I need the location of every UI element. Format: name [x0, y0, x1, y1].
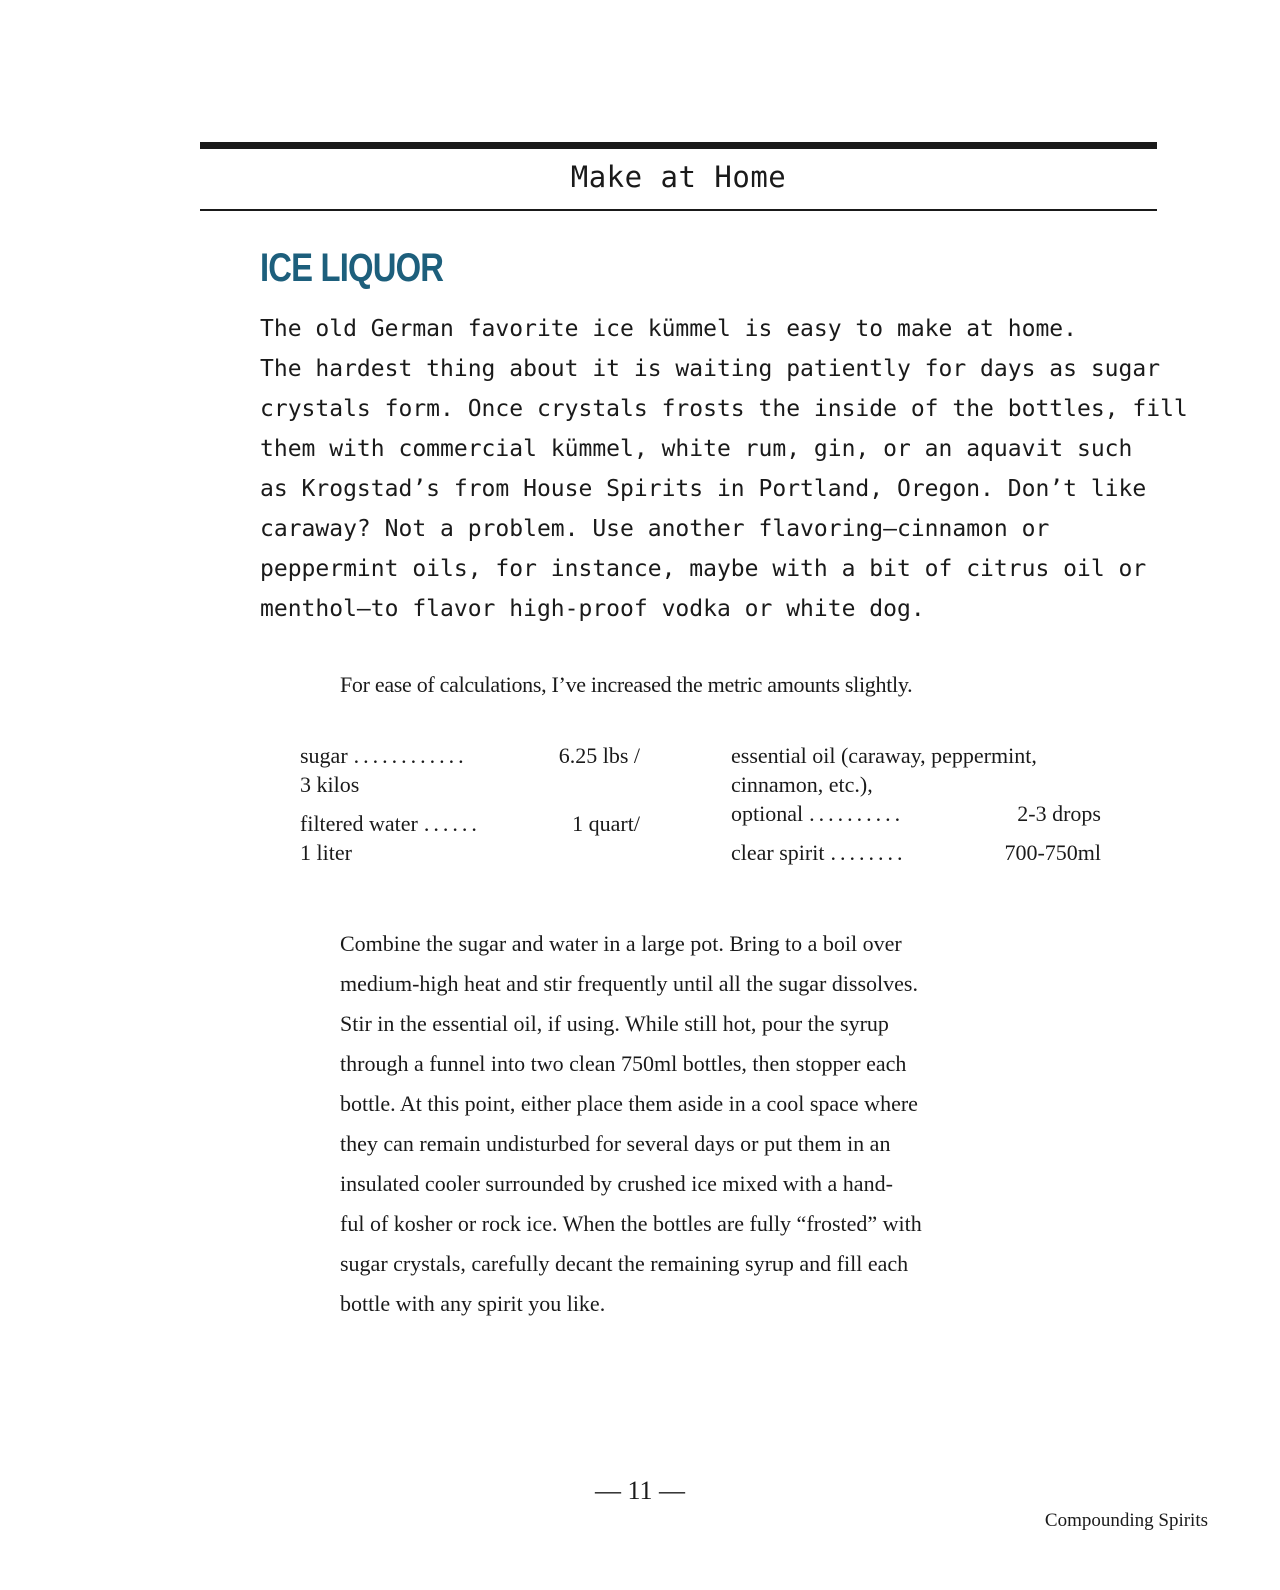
ingredient-name: clear spirit — [731, 840, 825, 865]
leader-dots: .......... — [809, 801, 905, 826]
running-footer-title: Compounding Spirits — [1044, 1510, 1208, 1531]
method-line: through a funnel into two clean 750ml bottles, then stopper each — [340, 1051, 907, 1076]
leader-dots: ........ — [830, 840, 907, 865]
intro-line: The hardest thing about it is waiting patiently for days as sugar — [260, 356, 1161, 382]
metric-note: For ease of calculations, I’ve increased the metric amounts slightly. — [340, 672, 913, 697]
method-line: medium-high heat and stir frequently until all the sugar dissolves. — [340, 971, 918, 996]
method-line: ful of kosher or rock ice. When the bottles are fully “frosted” with — [340, 1211, 922, 1236]
ingredient-filtered-water — [300, 809, 640, 867]
method-line: Combine the sugar and water in a large pot. Bring to a boil over — [340, 931, 902, 956]
ingredient-amount: 2-3 drops — [1017, 801, 1101, 826]
leader-dots: ...... — [423, 811, 481, 836]
ingredient-amount-continuation: 3 kilos — [300, 772, 360, 797]
ingredients-right-column — [731, 741, 1101, 877]
intro-line: as Krogstad’s from House Spirits in Portland, Oregon. Don’t like — [260, 476, 1147, 502]
method-line: bottle with any spirit you like. — [340, 1291, 606, 1316]
ingredient-essential-oil — [731, 741, 1101, 828]
ingredient-name-line: cinnamon, etc.), — [731, 772, 873, 797]
ingredient-amount-continuation: 1 liter — [300, 840, 352, 865]
ingredient-name: sugar — [300, 743, 348, 768]
section-label: Make at Home — [570, 160, 787, 194]
ingredients-left-column — [300, 741, 640, 877]
ingredient-sugar — [300, 741, 640, 799]
ingredient-amount: 700-750ml — [1004, 840, 1101, 865]
method-line: bottle. At this point, either place them aside in a cool space where — [340, 1091, 918, 1116]
header-top-rule — [200, 142, 1157, 149]
intro-line: crystals form. Once crystals frosts the inside of the bottles, fill — [260, 396, 1188, 422]
ingredient-amount: 6.25 lbs / — [558, 743, 640, 768]
leader-dots: ............ — [353, 743, 468, 768]
method-line: Stir in the essential oil, if using. While still hot, pour the syrup — [340, 1011, 889, 1036]
ingredient-name: filtered water — [300, 811, 418, 836]
ingredient-name-line: essential oil (caraway, peppermint, — [731, 743, 1037, 768]
page-number: — 11 — — [594, 1476, 686, 1505]
recipe-title: ICE LIQUOR — [260, 246, 444, 290]
method-line: sugar crystals, carefully decant the remaining syrup and fill each — [340, 1251, 909, 1276]
intro-line: caraway? Not a problem. Use another flavoring—cinnamon or — [260, 516, 1050, 542]
method-line: they can remain undisturbed for several days or put them in an — [340, 1131, 891, 1156]
intro-line: The old German favorite ice kümmel is easy to make at home. — [260, 316, 1077, 342]
method-paragraph — [340, 924, 1030, 1324]
intro-paragraph — [260, 309, 1188, 629]
intro-line: them with commercial kümmel, white rum, gin, or an aquavit such — [260, 436, 1133, 462]
ingredient-name: optional — [731, 801, 804, 826]
header-bottom-rule — [200, 209, 1157, 211]
intro-line: peppermint oils, for instance, maybe with a bit of citrus oil or — [260, 556, 1147, 582]
method-line: insulated cooler surrounded by crushed ice mixed with a hand- — [340, 1171, 893, 1196]
intro-line: menthol—to flavor high-proof vodka or white dog. — [260, 596, 925, 622]
ingredient-clear-spirit — [731, 838, 1101, 867]
ingredient-amount: 1 quart/ — [572, 811, 640, 836]
